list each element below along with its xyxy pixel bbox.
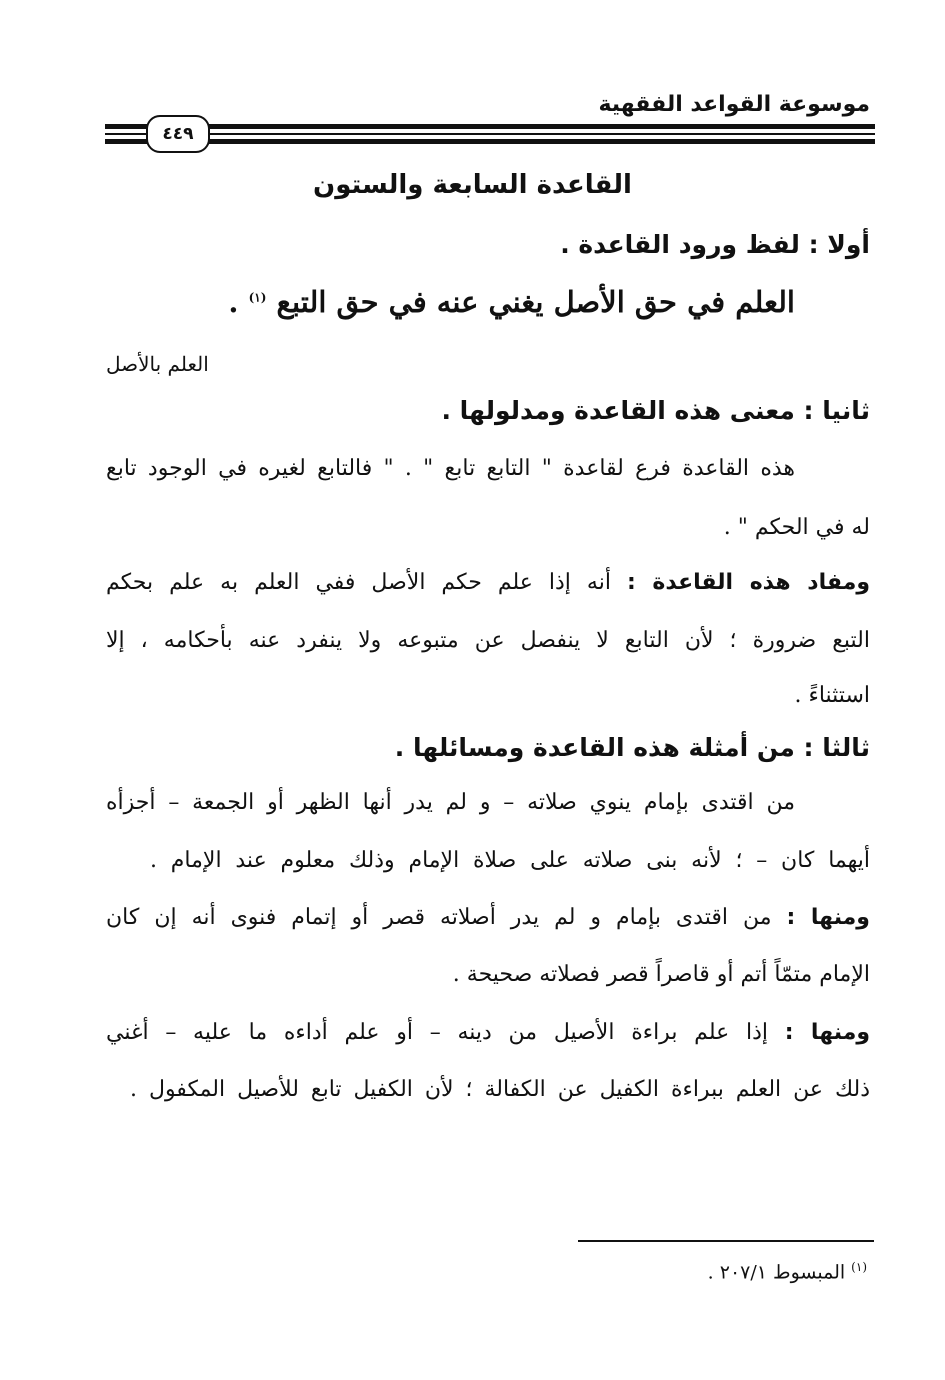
- para2-line3: استثناءً .: [794, 683, 870, 708]
- example2-line2: الإمام متمّاً أتم أو قاصراً قصر فصلاته صحيحة .: [452, 962, 870, 987]
- example3-line2: ذلك عن العلم ببراءة الكفيل عن الكفالة ؛ لأن الكفيل تابع للأصيل المكفول .: [130, 1077, 870, 1102]
- header-rule-thin: [105, 133, 875, 135]
- rule-variant: العلم بالأصل: [106, 352, 209, 376]
- section3-heading: ثالثا : من أمثلة هذه القاعدة ومسائلها .: [394, 733, 870, 762]
- example3-line1-text: إذا علم براءة الأصيل من دينه – أو علم أداءه ما عليه – أغني: [106, 1020, 785, 1045]
- rule-statement-text: العلم في حق الأصل يغني عنه في حق التبع: [276, 285, 795, 319]
- rule-title: القاعدة السابعة والستون: [313, 170, 632, 200]
- footnote-text: المبسوط ٢٠٧/١ .: [707, 1261, 852, 1284]
- section1-heading: أولا : لفظ ورود القاعدة .: [560, 230, 870, 259]
- section2-heading: ثانيا : معنى هذه القاعدة ومدلولها .: [441, 396, 870, 425]
- header-rule-thick: [105, 124, 875, 129]
- para1-line1: هذه القاعدة فرع لقاعدة " التابع تابع " . " فالتابع لغيره في الوجود تابع: [106, 456, 795, 481]
- para1-line2: له في الحكم " .: [723, 515, 870, 540]
- footnote-separator: [578, 1240, 874, 1242]
- example1-line2: أيهما كان – ؛ لأنه بنى صلاته على صلاة الإمام وذلك معلوم عند الإمام .: [150, 848, 870, 873]
- example2-line1: [106, 905, 870, 930]
- footnote-ref: (١): [248, 290, 267, 305]
- para2-line1-text: أنه إذا علم حكم الأصل ففي العلم به علم بحكم: [106, 570, 627, 595]
- para2-line2: التبع ضرورة ؛ لأن التابع لا ينفصل عن متبوعه ولا ينفرد عنه بأحكامه ، إلا: [106, 628, 870, 653]
- rule-statement-end: .: [228, 285, 249, 319]
- example2-label: ومنها :: [786, 905, 870, 930]
- footnote: [708, 1260, 867, 1283]
- example3-line1: [106, 1020, 870, 1045]
- para2-label: ومفاد هذه القاعدة :: [626, 570, 870, 595]
- example1-line1: من اقتدى بإمام ينوي صلاته – و لم يدر أنها الظهر أو الجمعة – أجزأه: [106, 790, 795, 815]
- example2-line1-text: من اقتدى بإمام و لم يدر أصلاته قصر أو إتمام فنوى أنه إن كان: [106, 905, 787, 930]
- rule-statement: [228, 285, 795, 319]
- page-number: ٤٤٩: [146, 115, 210, 153]
- footnote-marker: (١): [851, 1260, 867, 1274]
- header-rule-thick-lower: [105, 139, 875, 144]
- example3-label: ومنها :: [784, 1020, 870, 1045]
- running-title: موسوعة القواعد الفقهية: [598, 92, 870, 117]
- para2-line1: [106, 570, 870, 595]
